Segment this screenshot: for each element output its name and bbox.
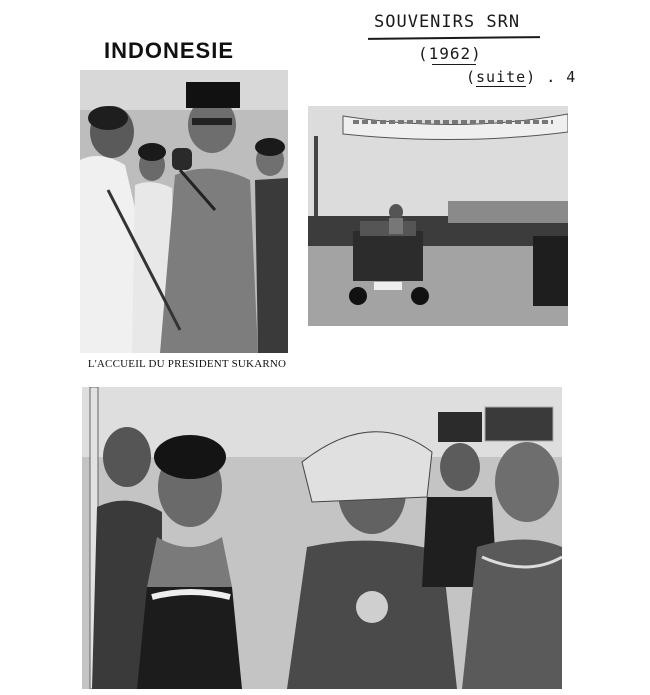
suite-underline bbox=[476, 86, 526, 87]
photo-caption: L'ACCUEIL DU PRESIDENT SUKARNO bbox=[87, 358, 287, 370]
year-underline bbox=[432, 64, 476, 65]
photo-traditional-dancers bbox=[82, 387, 562, 689]
photo-traditional-dancers-art bbox=[82, 387, 562, 689]
handwritten-title: SOUVENIRS SRN bbox=[374, 12, 521, 32]
handwritten-suite: (suite) . 4 bbox=[466, 68, 577, 86]
country-heading: INDONESIE bbox=[104, 38, 235, 63]
handwritten-underline bbox=[368, 36, 540, 40]
photo-president-welcome-art bbox=[80, 70, 288, 353]
photo-parade-jeep bbox=[308, 106, 568, 326]
handwritten-year: (1962) bbox=[418, 44, 482, 63]
photo-president-welcome bbox=[80, 70, 288, 353]
photo-parade-jeep-art bbox=[308, 106, 568, 326]
